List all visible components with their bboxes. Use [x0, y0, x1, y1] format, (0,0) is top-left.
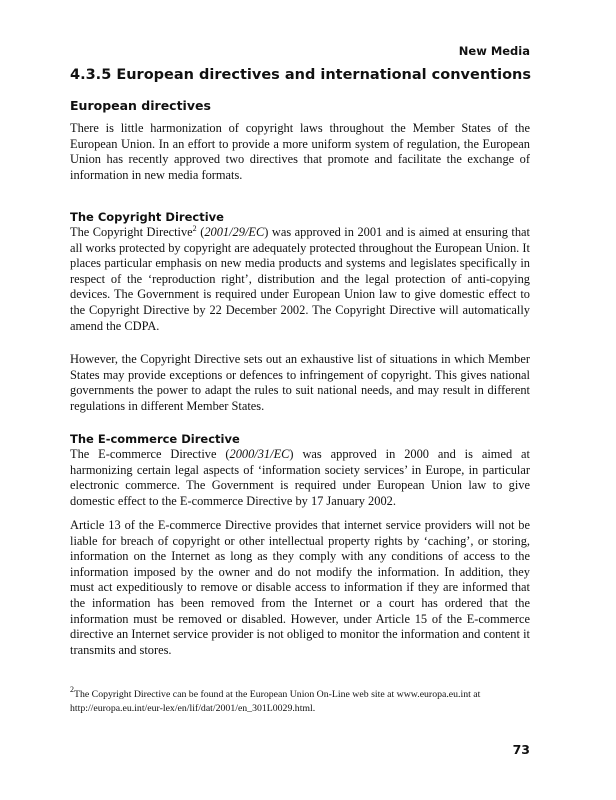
- ecommerce-directive-code: 2000/31/EC: [229, 447, 290, 461]
- copyright-directive-open-paren: (: [196, 225, 205, 239]
- european-directives-intro: There is little harmonization of copyright laws throughout the Member States of the European Union. In an effort to provide a more uniform system of regulation, the European Union has recently approved two directives that promote and facilitate the exchange of information in new media formats.: [70, 121, 530, 182]
- footnote: [70, 685, 530, 715]
- ecommerce-directive-rest: ) was approved in 2000 and is aimed at harmonizing certain legal aspects of ‘information society services’ in Europe, in particular electronic commerce. The Government is required under European Union law to give domestic effect to the E-commerce Directive by 17 January 2002.: [70, 447, 530, 508]
- copyright-directive-heading: The Copyright Directive: [70, 210, 224, 224]
- footnote-reference: 2: [192, 224, 197, 233]
- copyright-directive-rest: ) was approved in 2001 and is aimed at ensuring that all works protected by copyright are adequately protected throughout the European Union. It places particular emphasis on new media products and systems and legislates specifically in respect of the ‘reproduction right’, distribution and the legal protection of anti-copying devices. The Government is required under European Union law to give domestic effect to the Copyright Directive by 22 December 2002. The Copyright Directive will automatically amend the CDPA.: [70, 225, 530, 333]
- page-number: 73: [512, 742, 530, 757]
- section-title: 4.3.5 European directives and international conventions: [70, 67, 531, 83]
- copyright-directive-paragraph-2: However, the Copyright Directive sets out an exhaustive list of situations in which Member States may provide exceptions or defences to infringement of copyright. This gives national governments the power to adapt the rules to suit national needs, and may result in different regulations in different Member States.: [70, 352, 530, 413]
- footnote-text: The Copyright Directive can be found at the European Union On-Line web site at www.europa.eu.int at http://europa.eu.int/eur-lex/en/lif/dat/2001/en_301L0029.html.: [70, 689, 481, 714]
- ecommerce-directive-paragraph-1: [70, 447, 530, 509]
- running-head: New Media: [458, 44, 530, 58]
- copyright-directive-code: 2001/29/EC: [204, 225, 265, 239]
- footnote-marker: 2: [70, 685, 74, 694]
- european-directives-heading: European directives: [70, 98, 211, 113]
- copyright-directive-paragraph-1: [70, 225, 530, 334]
- ecommerce-directive-heading: The E-commerce Directive: [70, 432, 240, 446]
- ecommerce-directive-paragraph-2: Article 13 of the E-commerce Directive provides that internet service providers will not be liable for breach of copyright or other intellectual property rights by ‘caching’, or storing, information on the Internet as long as they comply with any conditions of access to the information imposed by the owner and do not modify the information. In addition, they must act expeditiously to remove or disable access to information if they are informed that the information has been removed from the Internet or a court has ordered that the information must be removed or disabled. However, under Article 15 of the E-commerce directive an Internet service provider is not obliged to monitor the information and content it transmits and stores.: [70, 518, 530, 657]
- copyright-directive-lead: The Copyright Directive: [70, 225, 193, 239]
- ecommerce-directive-lead: The E-commerce Directive (: [70, 447, 230, 461]
